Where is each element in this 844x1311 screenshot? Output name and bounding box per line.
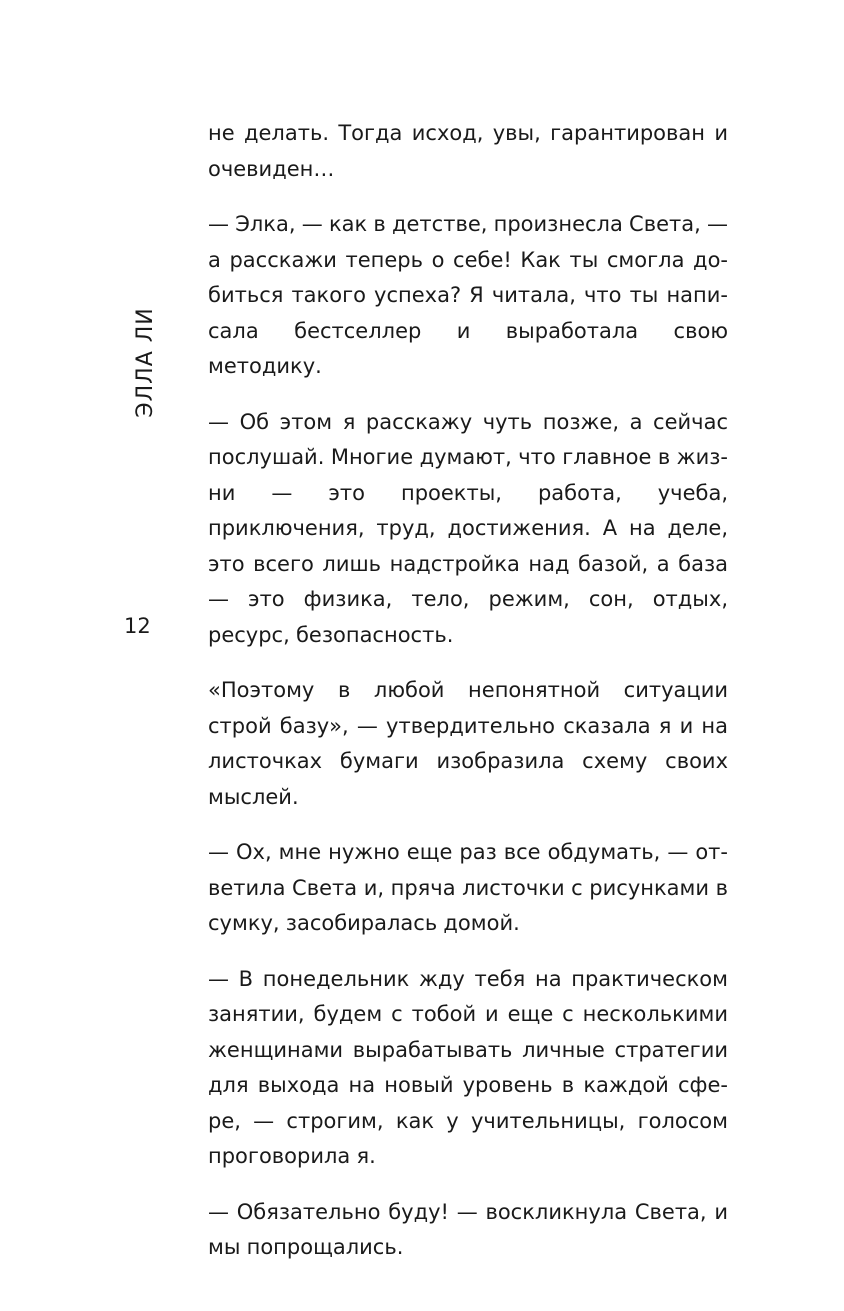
paragraph: не делать. Тогда исход, увы, гарантирован и очевиден…: [208, 121, 728, 181]
author-name: ЭЛЛА ЛИ: [132, 306, 158, 418]
paragraph: — Ох, мне нужно еще раз все обдумать, — ответила Света и, пряча листочки с рисунками в сумку, засобиралась домой.: [208, 840, 728, 935]
running-header-author: [128, 307, 162, 417]
paragraph: — Обязательно буду! — воскликнула Света, и мы попрощались.: [208, 1199, 728, 1259]
paragraph: — В понедельник жду тебя на практическом занятии, будем с тобой и еще с несколькими женщинами вырабатывать личные стратегии для выхода на новый уровень в каждой сфере, — строгим, как у учительницы, голосом проговорила я.: [208, 966, 728, 1168]
body-text: [208, 116, 728, 1286]
paragraph: — Элка, — как в детстве, произнесла Света, — а расскажи теперь о себе! Как ты смогла добиться такого успеха? Я читала, что ты написала бестселлер и выработала свою методику.: [208, 212, 728, 378]
paragraph: «Поэтому в любой непонятной ситуации строй базу», — утвердительно сказала я и на листочках бумаги изобразила схему своих мыслей.: [208, 678, 728, 809]
paragraph: — Об этом я расскажу чуть позже, а сейчас послушай. Многие думают, что главное в жизни — это проекты, работа, учеба, приключения, труд, достижения. А на деле, это всего лишь надстройка над базой, а база — это физика, тело, режим, сон, отдых, ресурс, безопасность.: [208, 409, 728, 647]
page-number: 12: [124, 614, 151, 638]
